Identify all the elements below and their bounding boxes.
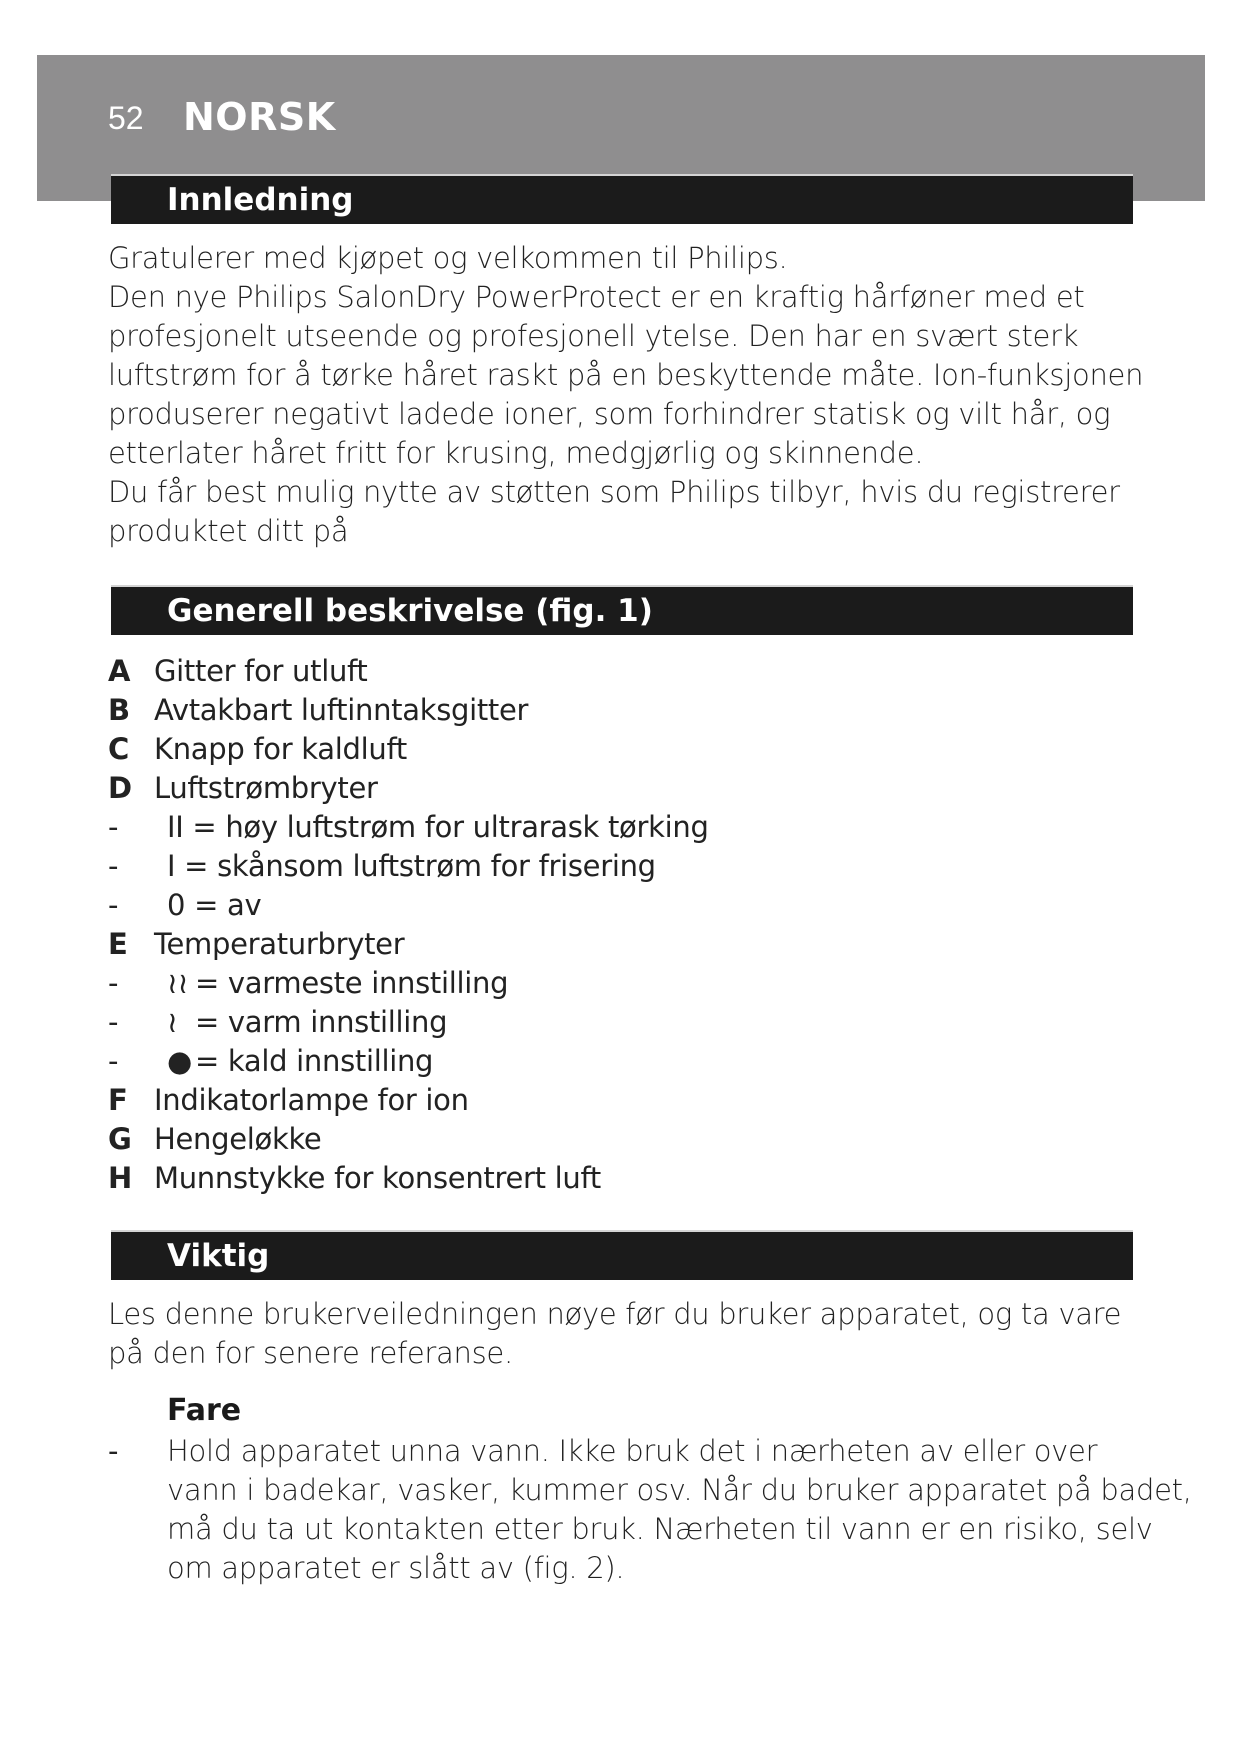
danger-paragraph [167,1432,1192,1588]
item-marker: B [108,693,130,727]
parts-list [108,652,709,1198]
item-text: Luftstrømbryter [154,771,378,805]
item-text: 0 = av [167,888,262,922]
item-text: II = høy luftstrøm for ultrarask tørking [167,810,709,844]
section-title-important: Viktig [167,1238,270,1274]
item-marker: A [108,654,131,688]
item-marker: - [108,849,119,883]
list-item [108,808,709,847]
danger-heading: Fare [167,1393,242,1428]
list-item [108,1081,709,1120]
list-item [108,886,709,925]
important-paragraph [108,1295,1121,1373]
danger-line: vann i badekar, vasker, kummer osv. Når du bruker apparatet på badet, [167,1473,1192,1507]
list-item [108,769,709,808]
item-marker: - [108,966,119,1000]
item-marker: F [108,1083,128,1117]
page-number: 52 [108,100,144,136]
item-text: Temperaturbryter [154,927,405,961]
list-item [108,925,709,964]
danger-line: må du ta ut kontakten etter bruk. Nærheten til vann er en risiko, selv [167,1512,1153,1546]
item-text: Avtakbart luftinntaksgitter [154,693,529,727]
section-bar-intro [111,174,1133,224]
danger-line: om apparatet er slått av (fig. 2). [167,1551,625,1585]
list-item [108,1003,709,1042]
intro-line: etterlater håret fritt for krusing, medgjørlig og skinnende. [108,436,924,470]
intro-line: Den nye Philips SalonDry PowerProtect er en kraftig hårføner med et [108,280,1085,314]
item-text: Gitter for utluft [154,654,368,688]
item-marker: C [108,732,129,766]
item-text: = kald innstilling [195,1044,434,1078]
section-title-description: Generell beskrivelse (fig. 1) [167,593,653,629]
item-marker: - [108,810,119,844]
danger-line: Hold apparatet unna vann. Ikke bruk det i nærheten av eller over [167,1434,1098,1468]
item-text: Knapp for kaldluft [154,732,407,766]
item-marker: G [108,1122,132,1156]
intro-line: produserer negativt ladede ioner, som forhindrer statisk og vilt hår, og [108,397,1111,431]
item-marker: H [108,1161,132,1195]
cold-setting-icon: ● [167,1044,193,1078]
important-line: Les denne brukerveiledningen nøye før du bruker apparatet, og ta vare [108,1297,1122,1331]
item-marker: - [108,888,119,922]
item-text: I = skånsom luftstrøm for frisering [167,849,656,883]
list-item [108,691,709,730]
intro-line: profesjonelt utseende og profesjonell ytelse. Den har en svært sterk [108,319,1079,353]
section-title-intro: Innledning [167,182,354,218]
intro-line: produktet ditt på [108,514,349,548]
item-marker: D [108,771,132,805]
intro-line: luftstrøm for å tørke håret raskt på en beskyttende måte. Ion-funksjonen [108,358,1144,392]
list-item [108,730,709,769]
intro-paragraph [108,239,1143,551]
section-bar-description [111,585,1133,635]
intro-line: Du får best mulig nytte av støtten som Philips tilbyr, hvis du registrerer [108,475,1120,509]
item-text: Hengeløkke [154,1122,322,1156]
list-item [108,964,709,1003]
intro-line: Gratulerer med kjøpet og velkommen til Philips. [108,241,788,275]
hottest-setting-icon: ≀≀ [167,966,189,1000]
list-item [108,1120,709,1159]
item-text: Munnstykke for konsentrert luft [154,1161,601,1195]
item-marker: - [108,1044,119,1078]
item-text: = varm innstilling [195,1005,448,1039]
important-line: på den for senere referanse. [108,1336,513,1370]
language-heading: NORSK [183,95,336,139]
list-item [108,1042,709,1081]
item-marker: - [108,1005,119,1039]
item-text: = varmeste innstilling [195,966,509,1000]
list-item [108,1159,709,1198]
item-text: Indikatorlampe for ion [154,1083,469,1117]
danger-dash: - [108,1434,119,1468]
list-item [108,847,709,886]
item-marker: E [108,927,128,961]
section-bar-important [111,1230,1133,1280]
warm-setting-icon: ≀ [167,1005,178,1039]
list-item [108,652,709,691]
